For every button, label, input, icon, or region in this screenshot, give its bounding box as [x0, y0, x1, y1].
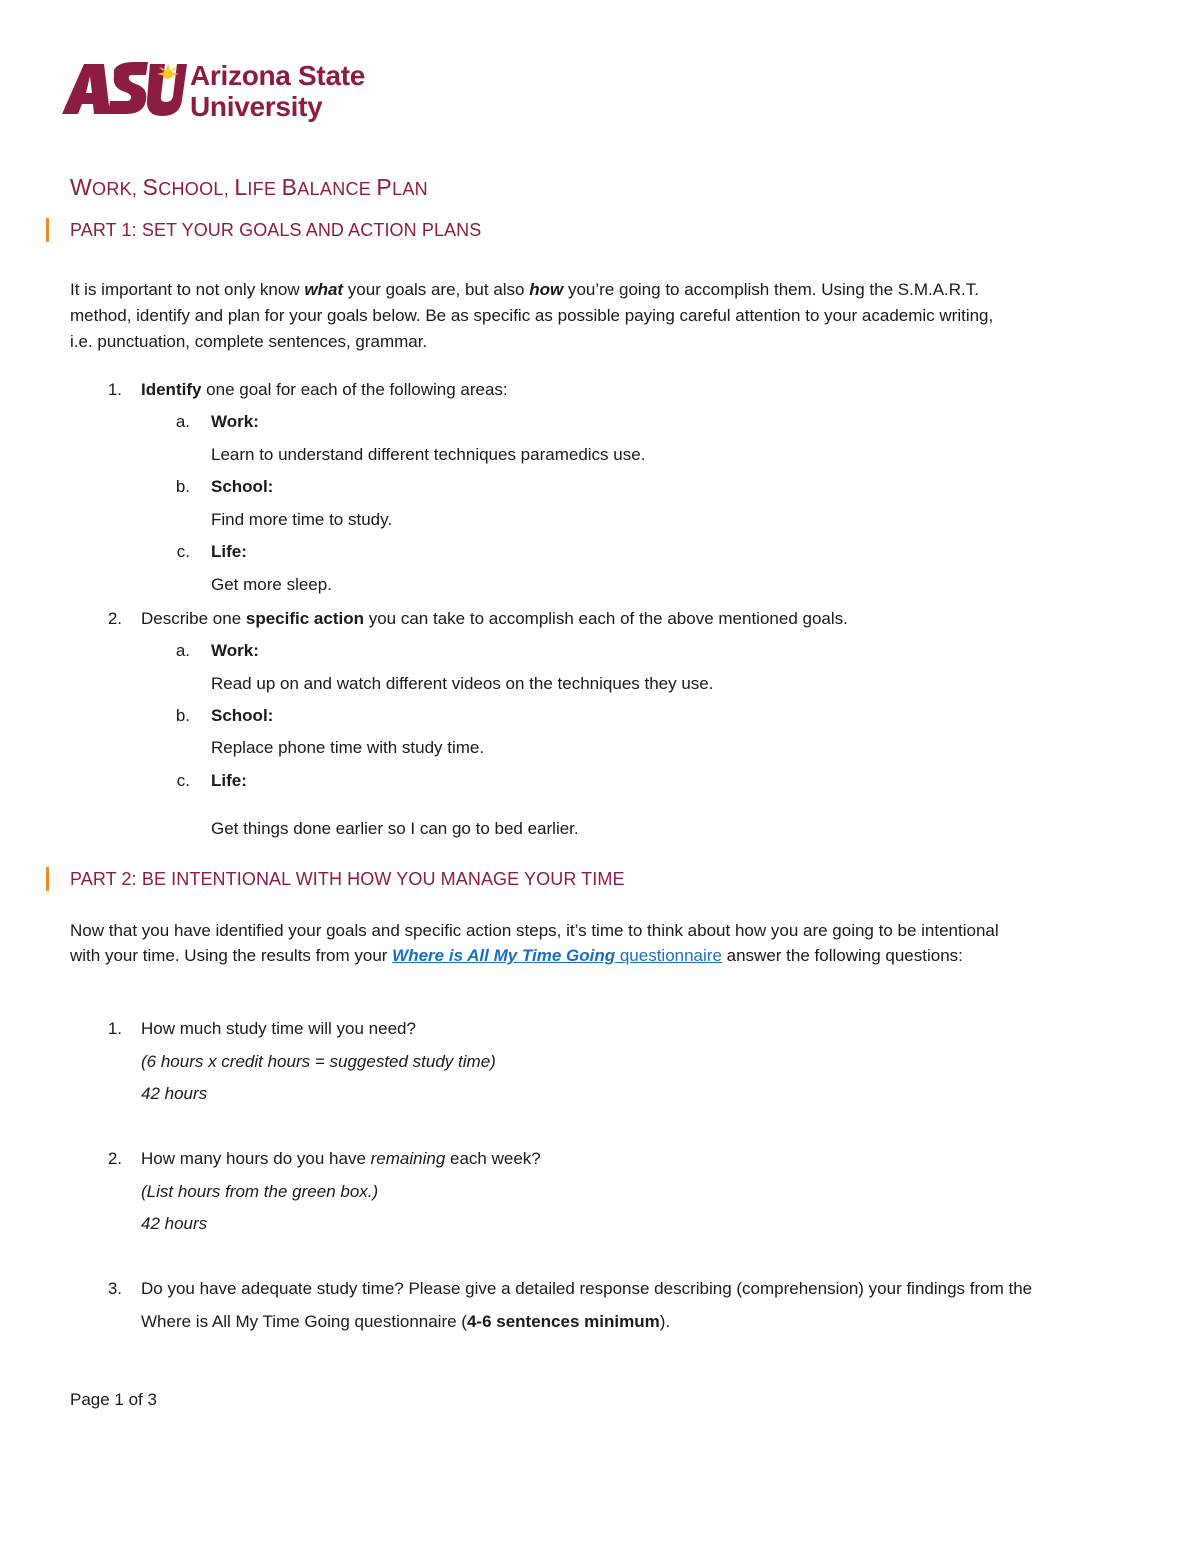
part1-q1-work-label: Work: — [211, 412, 259, 431]
part1-q1-life-answer: Get more sleep. — [211, 575, 332, 594]
part2-q2-answer: 42 hours — [141, 1214, 208, 1233]
document-title — [70, 172, 428, 204]
part1-intro-line-3: i.e. punctuation, complete sentences, grammar. — [70, 332, 428, 351]
list-letter: c. — [176, 771, 190, 790]
list-letter: a. — [175, 641, 190, 660]
list-number: 1. — [107, 380, 122, 399]
title-cap-p: P — [376, 174, 393, 200]
part1-q1-school-answer: Find more time to study. — [211, 510, 393, 529]
part1-q1-text: Identify one goal for each of the following areas: — [141, 380, 508, 399]
title-rest-plan: LAN — [392, 179, 428, 199]
list-number: 3. — [107, 1279, 122, 1298]
list-letter: c. — [176, 542, 190, 561]
university-name-line-1: Arizona State — [190, 60, 366, 91]
part1-intro-line-1: It is important to not only know what your goals are, but also how you’re going to accomplish them. Using the S.M.A.R.T. — [70, 280, 979, 299]
part2-q3-line-2: Where is All My Time Going questionnaire (4-6 sentences minimum). — [141, 1312, 671, 1331]
title-rest-life: IFE — [247, 179, 282, 199]
list-letter: b. — [175, 706, 190, 725]
university-name-line-2: University — [190, 91, 323, 122]
list-number: 1. — [107, 1019, 122, 1038]
part2-q1-question: How much study time will you need? — [141, 1019, 416, 1038]
section-accent-bar — [46, 218, 49, 242]
title-rest-work: ORK, — [92, 179, 143, 199]
part2-intro-line-2: with your time. Using the results from your Where is All My Time Going questionnaire answer the following questions: — [70, 946, 963, 965]
part1-q2-work-answer: Read up on and watch different videos on the techniques they use. — [211, 674, 714, 693]
part2-q1-answer: 42 hours — [141, 1084, 208, 1103]
part1-q1-school-label: School: — [211, 477, 274, 496]
part2-q3-line-1: Do you have adequate study time? Please give a detailed response describing (comprehension) your findings from the — [141, 1279, 1033, 1298]
title-rest-balance: ALANCE — [297, 179, 377, 199]
part2-heading: PART 2: BE INTENTIONAL WITH HOW YOU MANAGE YOUR TIME — [70, 869, 625, 889]
part1-q2-school-answer: Replace phone time with study time. — [211, 738, 485, 757]
title-rest-school: CHOOL, — [158, 179, 235, 199]
asu-logo-mark — [62, 60, 187, 124]
list-number: 2. — [107, 1149, 122, 1168]
title-cap-w: W — [70, 174, 93, 200]
university-name — [190, 60, 365, 122]
part2-q1-hint: (6 hours x credit hours = suggested study time) — [141, 1052, 496, 1071]
part2-intro-line-1: Now that you have identified your goals and specific action steps, it’s time to think about how you are going to be intentional — [70, 921, 999, 940]
title-cap-b: B — [281, 174, 298, 200]
part1-heading: PART 1: SET YOUR GOALS AND ACTION PLANS — [70, 220, 482, 240]
title-cap-s: S — [142, 174, 159, 200]
list-letter: b. — [175, 477, 190, 496]
part1-q2-work-label: Work: — [211, 641, 259, 660]
list-letter: a. — [175, 412, 190, 431]
title-cap-l: L — [234, 174, 248, 200]
part1-q2-school-label: School: — [211, 706, 274, 725]
questionnaire-link[interactable]: Where is All My Time Going questionnaire — [392, 946, 722, 965]
part1-q1-work-answer: Learn to understand different techniques paramedics use. — [211, 445, 646, 464]
part1-q2-life-label: Life: — [211, 771, 247, 790]
page-number: Page 1 of 3 — [70, 1390, 157, 1409]
part1-q1-life-label: Life: — [211, 542, 247, 561]
part1-q2-life-answer: Get things done earlier so I can go to bed earlier. — [211, 819, 579, 838]
list-number: 2. — [107, 609, 122, 628]
section-accent-bar — [46, 867, 49, 891]
part2-q2-hint: (List hours from the green box.) — [141, 1182, 379, 1201]
part2-q2-question: How many hours do you have remaining each week? — [141, 1149, 541, 1168]
part1-intro-line-2: method, identify and plan for your goals below. Be as specific as possible paying careful attention to your academic writing, — [70, 306, 994, 325]
part1-q2-text: Describe one specific action you can take to accomplish each of the above mentioned goals. — [141, 609, 848, 628]
